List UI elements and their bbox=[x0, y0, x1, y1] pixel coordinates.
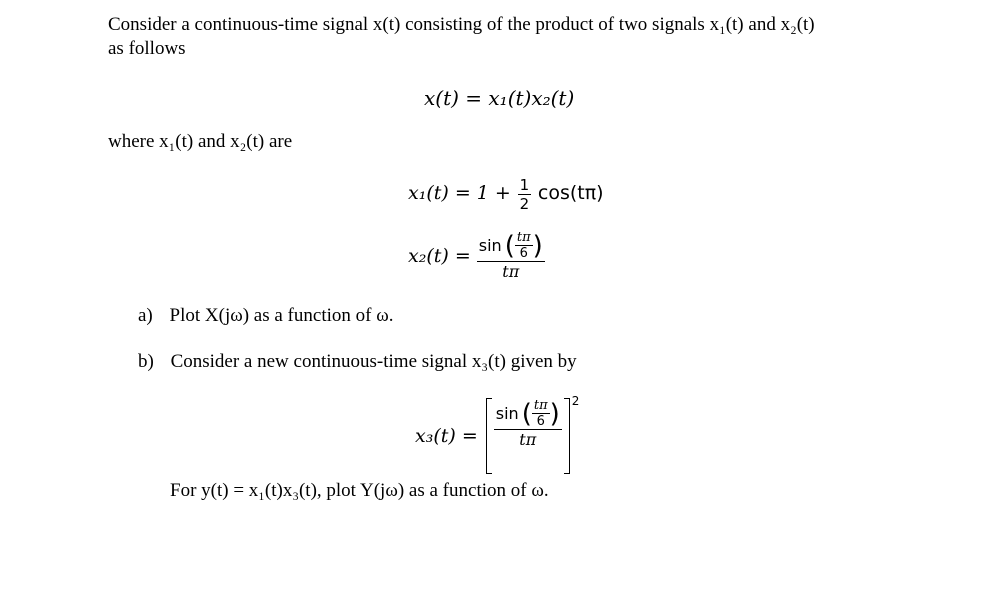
arg-den-x3: 6 bbox=[536, 414, 545, 429]
paren-left: ( bbox=[504, 230, 515, 261]
sinc-numerator bbox=[477, 230, 545, 261]
equation-x1 bbox=[408, 176, 604, 213]
sin-label-x3: sin bbox=[495, 404, 519, 423]
part-a-label: a) bbox=[138, 305, 153, 326]
eq-x1-lhs: x₁(t) = 1 + bbox=[408, 181, 511, 204]
paren-right-x3: ) bbox=[549, 398, 560, 429]
bracket-group bbox=[486, 394, 580, 474]
arg-num-x3: tπ bbox=[533, 398, 548, 413]
fraction-arg bbox=[515, 230, 533, 261]
paren-right: ) bbox=[532, 230, 543, 261]
eq-x1-rhs: cos(tπ) bbox=[537, 181, 604, 204]
equation-x3 bbox=[415, 394, 580, 474]
part-a bbox=[138, 305, 393, 327]
fraction-half bbox=[518, 176, 532, 213]
part-b-text: Consider a new continuous-time signal x₃(t) given by bbox=[170, 351, 577, 372]
sinc-denominator: tπ bbox=[502, 262, 520, 281]
sin-label: sin bbox=[478, 236, 502, 255]
equation-x2 bbox=[408, 230, 545, 281]
where-text: where x₁(t) and x₂(t) are bbox=[108, 131, 293, 152]
part-b-label: b) bbox=[138, 351, 154, 372]
eq-x2-lhs: x₂(t) = bbox=[408, 244, 471, 267]
part-a-text: Plot X(jω) as a function of ω. bbox=[169, 305, 394, 326]
arg-num: tπ bbox=[516, 230, 531, 245]
paren-left-x3: ( bbox=[521, 398, 532, 429]
fraction-den: 2 bbox=[519, 195, 530, 213]
sinc-x3-denominator: tπ bbox=[519, 430, 537, 449]
eq-x3-lhs: x₃(t) = bbox=[415, 425, 478, 447]
intro-line-1: Consider a continuous-time signal x(t) consisting of the product of two signals x₁(t) and x₂(t) bbox=[108, 14, 815, 35]
sinc-x3-numerator bbox=[494, 398, 562, 429]
power-exponent: 2 bbox=[571, 394, 580, 408]
bracket-right bbox=[564, 398, 570, 474]
fraction-sinc bbox=[477, 230, 545, 281]
part-b bbox=[138, 351, 577, 373]
intro-line-2: as follows bbox=[108, 38, 186, 59]
final-instruction: For y(t) = x₁(t)x₃(t), plot Y(jω) as a function of ω. bbox=[170, 480, 549, 501]
fraction-arg-x3 bbox=[532, 398, 550, 429]
bracket-left bbox=[486, 398, 492, 474]
fraction-num: 1 bbox=[519, 176, 530, 194]
arg-den: 6 bbox=[519, 246, 528, 261]
equation-product: x(t) = x₁(t)x₂(t) bbox=[424, 86, 575, 110]
fraction-sinc-x3 bbox=[494, 398, 562, 449]
